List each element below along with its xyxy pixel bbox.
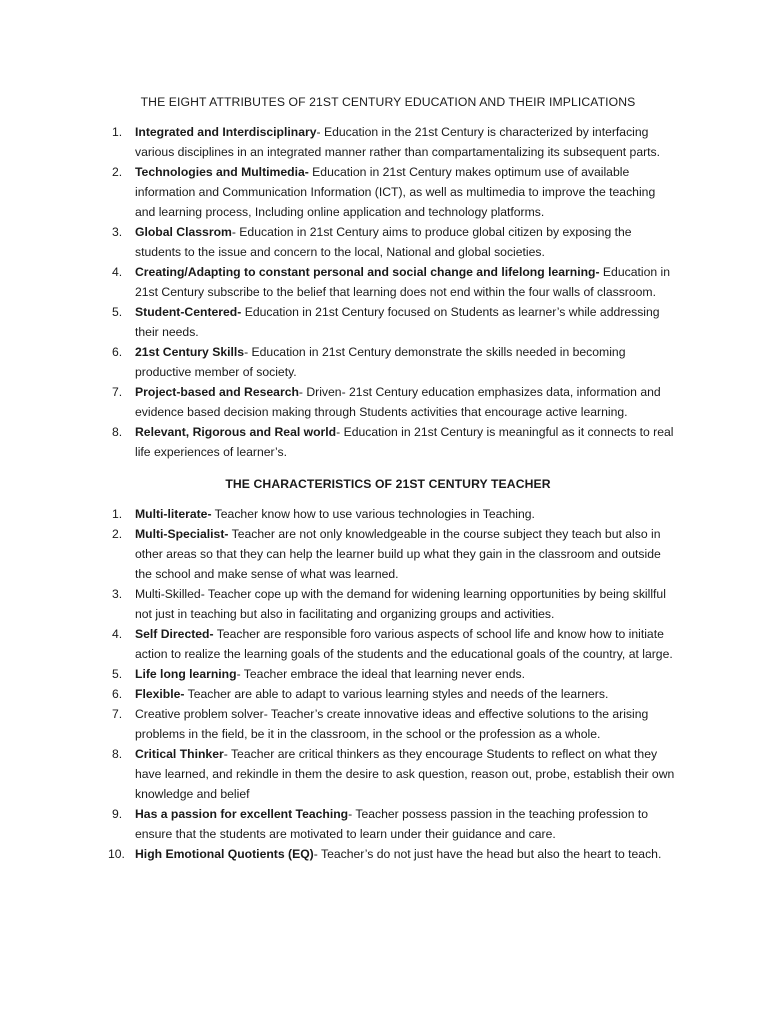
list-item xyxy=(112,744,678,804)
section1-title: THE EIGHT ATTRIBUTES OF 21ST CENTURY EDUCATION AND THEIR IMPLICATIONS xyxy=(140,95,636,109)
list-item xyxy=(112,624,678,664)
item-text: Teacher are able to adapt to various learning styles and needs of the learners. xyxy=(184,687,609,701)
item-heading: Multi-Specialist- xyxy=(135,527,229,541)
item-text: Teacher are responsible foro various aspects of school life and know how to initiate action to realize the learning goals of the students and the educational goals of the country, at large. xyxy=(135,627,673,661)
item-number: 8. xyxy=(112,425,123,439)
item-number: 5. xyxy=(112,305,123,319)
item-text: Teacher are not only knowledgeable in the course subject they teach but also in other areas so that they can help the learner build up what they gain in the classroom and outside the school and make sense of what was learned. xyxy=(135,527,661,581)
item-number: 4. xyxy=(112,265,123,279)
list-item xyxy=(112,382,678,422)
item-text: - Teacher embrace the ideal that learning never ends. xyxy=(236,667,525,681)
item-heading: Project-based and Research xyxy=(135,385,299,399)
section2-title: THE CHARACTERISTICS OF 21ST CENTURY TEACHER xyxy=(225,477,551,491)
item-heading: Flexible- xyxy=(135,687,185,701)
item-heading: Global Classrom xyxy=(135,225,232,239)
list-item xyxy=(112,704,678,744)
list-item xyxy=(112,302,678,342)
item-number: 5. xyxy=(112,667,123,681)
item-text: Education in 21st Century focused on Students as learner’s while addressing their needs. xyxy=(135,305,660,339)
item-heading: Life long learning xyxy=(135,667,237,681)
item-heading: Student-Centered- xyxy=(135,305,242,319)
list-item xyxy=(112,804,678,844)
teacher-characteristics-list xyxy=(108,504,678,864)
item-heading: 21st Century Skills xyxy=(135,345,245,359)
list-item xyxy=(112,342,678,382)
list-item xyxy=(112,262,678,302)
item-text: Education in 21st Century makes optimum use of available information and Communication Information (ICT), as well as multimedia to improve the teaching and learning process, Including online application and technology platforms. xyxy=(135,165,656,219)
item-number: 7. xyxy=(112,707,123,721)
item-number: 2. xyxy=(112,165,123,179)
item-heading: High Emotional Quotients (EQ) xyxy=(135,847,314,861)
item-number: 8. xyxy=(112,747,123,761)
item-number: 3. xyxy=(112,225,123,239)
item-number: 1. xyxy=(112,125,123,139)
item-text: Multi-Skilled- Teacher cope up with the demand for widening learning opportunities by being skillful not just in teaching but also in facilitating and organizing groups and activities. xyxy=(135,587,666,621)
item-text: Creative problem solver- Teacher’s create innovative ideas and effective solutions to the arising problems in the field, be it in the classroom, in the school or the profession as a whole. xyxy=(135,707,649,741)
item-heading: Creating/Adapting to constant personal and social change and lifelong learning- xyxy=(135,265,600,279)
item-text: - Teacher are critical thinkers as they encourage Students to reflect on what they have learned, and rekindle in them the desire to ask question, reason out, probe, establish their own knowledge and belief xyxy=(135,747,675,801)
list-item xyxy=(112,684,678,704)
item-number: 6. xyxy=(112,345,123,359)
item-heading: Technologies and Multimedia- xyxy=(135,165,309,179)
item-text: - Education in 21st Century aims to produce global citizen by exposing the students to the issue and concern to the local, National and global societies. xyxy=(135,225,632,259)
item-number: 10. xyxy=(108,847,125,861)
item-heading: Integrated and Interdisciplinary xyxy=(135,125,317,139)
item-heading: Has a passion for excellent Teaching xyxy=(135,807,349,821)
item-heading: Self Directed- xyxy=(135,627,214,641)
list-item xyxy=(112,504,678,524)
item-text: - Driven- 21st Century education emphasizes data, information and evidence based decision making through Students activities that encourage active learning. xyxy=(135,385,661,419)
list-item xyxy=(112,524,678,584)
item-number: 3. xyxy=(112,587,123,601)
item-number: 1. xyxy=(112,507,123,521)
item-text: - Education in the 21st Century is characterized by interfacing various disciplines in an integrated manner rather than compartamentalizing its subsequent parts. xyxy=(135,125,661,159)
list-item xyxy=(112,162,678,222)
item-number: 9. xyxy=(112,807,123,821)
item-text: - Education in 21st Century is meaningful as it connects to real life experiences of learner’s. xyxy=(135,425,674,459)
list-item xyxy=(108,844,678,864)
item-text: - Teacher’s do not just have the head but also the heart to teach. xyxy=(313,847,662,861)
item-number: 2. xyxy=(112,527,123,541)
item-text: - Education in 21st Century demonstrate the skills needed in becoming productive member of society. xyxy=(135,345,626,379)
list-item xyxy=(112,664,678,684)
item-number: 7. xyxy=(112,385,123,399)
item-number: 6. xyxy=(112,687,123,701)
list-item xyxy=(112,584,678,624)
item-text: Education in 21st Century subscribe to the belief that learning does not end within the four walls of classroom. xyxy=(135,265,670,299)
list-item xyxy=(112,422,678,462)
list-item xyxy=(112,122,678,162)
attributes-list xyxy=(112,122,678,462)
item-heading: Critical Thinker xyxy=(135,747,224,761)
item-text: - Teacher possess passion in the teaching profession to ensure that the students are motivated to learn under their guidance and care. xyxy=(135,807,649,841)
item-heading: Relevant, Rigorous and Real world xyxy=(135,425,337,439)
item-text: Teacher know how to use various technologies in Teaching. xyxy=(211,507,535,521)
item-number: 4. xyxy=(112,627,123,641)
list-item xyxy=(112,222,678,262)
item-heading: Multi-literate- xyxy=(135,507,212,521)
